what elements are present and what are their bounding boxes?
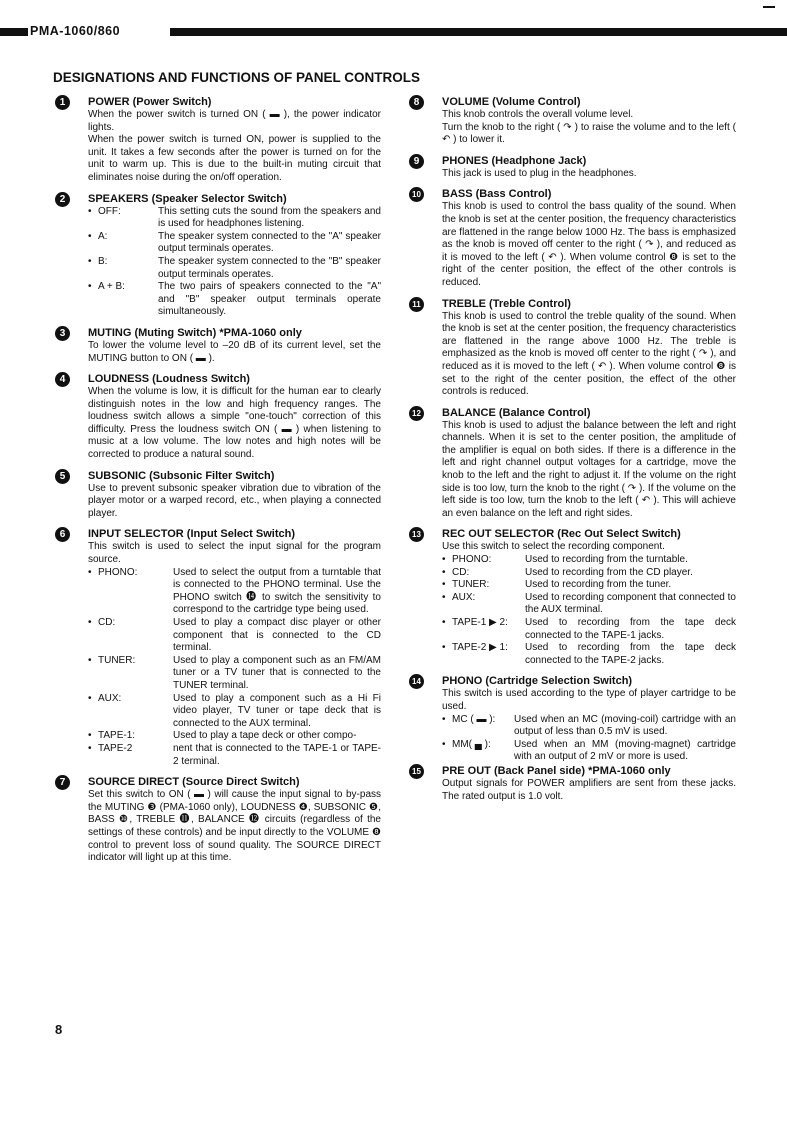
item-title: SPEAKERS (Speaker Selector Switch) [88,192,287,205]
item-title: PHONES (Headphone Jack) [442,154,587,167]
item-number-badge: 14 [409,674,424,689]
bullet-icon: • [88,730,92,742]
bullet-text: Used to recording from the CD player. [525,566,693,578]
bullet-label: OFF: [98,205,121,217]
control-item [409,764,736,803]
item-paragraph: Output signals for POWER amplifiers are sent from these jacks. The rated output is 1.0 volt. [442,777,736,802]
item-title: VOLUME (Volume Control) [442,96,581,108]
bullet-row [442,642,736,667]
control-item [409,154,736,181]
control-item [409,187,736,289]
item-number-badge: 1 [55,95,70,110]
item-number-badge: 4 [55,372,70,387]
bullet-text: The speaker system connected to the "A" speaker output terminals operates. [158,230,381,255]
control-item [55,469,381,521]
bullet-text: nent that is connected to the TAPE-1 or TAPE-2 terminal. [173,742,381,767]
item-paragraph: When the power switch is turned ON ( ▬ ), the power indicator lights. [88,109,381,133]
item-paragraph: Turn the knob to the right ( ↷ ) to raise the volume and to the left ( ↶ ) to lower it. [442,121,736,146]
page-header [0,26,787,38]
bullet-row [88,231,381,256]
bullet-label: A: [98,230,108,242]
bullet-icon: • [88,654,92,666]
bullet-label: AUX: [452,591,476,603]
item-paragraph: This knob is used to adjust the balance between the left and right channels. When it is set to the center position, the amplitude of the amplifier is equal on both sides. If there is a difference in the left and right channel output voltages for a cartridge, move the knob to the left and the right to adjust it. If the volume on the right side is too low, turn the knob to the right ( ↷ ). If the volume on the left side is too low, turn the knob to the left ( ↶ ). This will achieve an even balance on the left and right sides. [442,419,736,519]
header-title: PMA-1060/860 [30,24,121,38]
item-title: BASS (Bass Control) [442,188,552,201]
bullet-row [88,206,381,231]
bullet-icon: • [88,205,92,217]
item-title: LOUDNESS (Loudness Switch) [88,373,250,386]
bullet-text: The two pairs of speakers connected to the "A" and "B" speaker output terminals operate simultaneously. [158,281,381,318]
item-number-badge: 12 [409,406,424,421]
bullet-row [88,730,381,743]
bullet-row [88,617,381,655]
bullet-icon: • [442,554,446,566]
item-paragraph: Use to prevent subsonic speaker vibration due to vibration of the player motor or a warped record, etc., when playing a connected player. [88,482,381,519]
bullet-text: Used to select the output from a turntable that is connected to the PHONO terminal. Use the PHONO switch ⓮ to switch the sensitivity to correspond to the cartridge type being used. [173,566,381,616]
item-number-badge: 5 [55,469,70,484]
bullet-icon: • [442,566,446,578]
control-item [409,527,736,667]
bullet-icon: • [88,230,92,242]
item-paragraph: This jack is used to plug in the headphones. [442,167,637,179]
control-item [55,372,381,462]
bullet-row [442,617,736,642]
bullet-label: CD: [452,566,470,578]
right-column [409,95,736,803]
bullet-icon: • [442,591,446,603]
bullet-label: PHONO: [98,566,138,578]
control-item [409,406,736,521]
control-item [409,95,736,147]
bullet-text: Used to play a component such as an FM/AM tuner or a TV tuner that is connected to the TUNER terminal. [173,654,381,691]
bullet-icon: • [88,281,92,293]
bullet-label: TUNER: [98,654,136,666]
control-item [409,674,736,764]
bullet-row [88,256,381,281]
bullet-text: Used to recording from the turntable. [525,554,688,566]
item-title: MUTING (Muting Switch) *PMA-1060 only [88,326,302,339]
item-number-badge: 2 [55,192,70,207]
page-number: 8 [55,1022,63,1037]
bullet-icon: • [442,713,446,725]
bullet-row [442,567,736,580]
page-title: DESIGNATIONS AND FUNCTIONS OF PANEL CONTROLS [53,70,421,85]
bullet-label: TAPE-2 [98,742,133,754]
bullet-row [88,281,381,319]
item-title: POWER (Power Switch) [88,96,212,108]
bullet-icon: • [88,692,92,704]
item-number-badge: 9 [409,154,424,169]
item-number-badge: 8 [409,95,424,110]
item-number-badge: 7 [55,775,70,790]
item-paragraph: This knob is used to control the treble quality of the sound. When the knob is set at the center position, the frequency characteristics are flattened in the range above 1000 Hz. The treble is emphasized as the knob is moved off center to the right ( ↷ ), and reduced as it is moved to the left ( ↶ ). When volume control ❽ is set to the right of the center position, the effect of the other controls is reduced. [442,310,736,398]
item-paragraph: Use this switch to select the recording component. [442,541,665,553]
bullet-icon: • [442,617,446,628]
corner-mark [763,6,775,8]
bullet-row [88,693,381,731]
bullet-label: A + B: [98,281,125,293]
bullet-label: TAPE-1: [98,730,136,742]
item-number-badge: 11 [409,297,424,312]
item-title: PHONO (Cartridge Selection Switch) [442,675,633,688]
bullet-icon: • [442,642,446,654]
bullet-text: The speaker system connected to the "B" speaker output terminals operates. [158,255,381,280]
control-item [55,95,381,185]
bullet-text: Used to recording from the tape deck connected to the TAPE-2 jacks. [525,642,736,666]
bullet-label: PHONO: [452,554,492,566]
item-title: PRE OUT (Back Panel side) *PMA-1060 only [442,764,671,777]
bullet-row [442,554,736,567]
left-column [55,95,381,865]
bullet-label: CD: [98,617,116,628]
bullet-row [442,579,736,592]
bullet-row [88,743,381,768]
bullet-icon: • [442,579,446,591]
item-title: REC OUT SELECTOR (Rec Out Select Switch) [442,528,681,541]
item-paragraph: When the power switch is turned ON, power is supplied to the unit. It takes a few seconds after the power is turned on for the unit to warm up. This is due to the built-in muting circuit that eliminates noise during the on/off operation. [88,134,381,183]
bullet-text: This setting cuts the sound from the speakers and is used for headphones listening. [158,205,381,230]
item-title: SUBSONIC (Subsonic Filter Switch) [88,469,275,482]
bullet-icon: • [88,255,92,267]
bullet-label: TUNER: [452,579,490,591]
item-title: BALANCE (Balance Control) [442,406,591,419]
bullet-label: TAPE-1 ▶ 2: [452,617,508,628]
item-number-badge: 10 [409,187,424,202]
item-title: SOURCE DIRECT (Source Direct Switch) [88,776,300,789]
item-paragraph: This knob controls the overall volume level. [442,109,634,120]
bullet-row [88,567,381,617]
header-bar-right [170,28,787,36]
bullet-label: MM( ▄ ): [452,738,491,750]
bullet-row [442,714,736,739]
control-item [55,326,381,365]
header-bar-left [0,28,28,36]
bullet-label: B: [98,255,108,267]
bullet-icon: • [442,738,446,750]
item-paragraph: Set this switch to ON ( ▬ ) will cause the input signal to by-pass the MUTING ❸ (PMA-1060 only), LOUDNESS ❹, SUBSONIC ❺, BASS ❿, TREBLE ⓫, BALANCE ⓬ circuits (regardless of the settings of these controls) and be input directly to the VOLUME ❽ control to prevent loss of sound quality. The SOURCE DIRECT indicator will light up at this time. [88,789,381,864]
item-number-badge: 15 [409,764,424,779]
item-number-badge: 13 [409,527,424,542]
bullet-icon: • [88,742,92,754]
item-number-badge: 6 [55,527,70,542]
control-item [55,775,381,865]
bullet-text: Used to play a component such as a Hi Fi video player, TV tuner or tape deck that is connected to the AUX terminal. [173,692,381,729]
bullet-icon: • [88,566,92,578]
control-item [55,527,381,768]
control-item [409,297,736,399]
item-paragraph: When the volume is low, it is difficult for the human ear to clearly distinguish notes in the low and high frequency ranges. The loudness switch allows a simple "one-touch" correction of this difficulty. Press the loudness switch ON ( ▬ ) when listening to music at a low volume. The low notes and high notes will be corrected to produce a natural sound. [88,386,381,461]
bullet-text: Used when an MC (moving-coil) cartridge with an output of less than 0.5 mV is used. [514,713,736,738]
bullet-text: Used when an MM (moving-magnet) cartridge with an output of 2 mV or more is used. [514,738,736,763]
bullet-text: Used to play a tape deck or other compo- [173,730,357,742]
item-paragraph: This switch is used to select the input signal for the program source. [88,541,381,566]
bullet-text: Used to recording from the tuner. [525,579,672,591]
bullet-text: Used to recording component that connected to the AUX terminal. [525,591,736,616]
item-number-badge: 3 [55,326,70,341]
bullet-label: AUX: [98,692,122,704]
bullet-icon: • [88,617,92,628]
item-paragraph: To lower the volume level to –20 dB of its current level, set the MUTING button to ON ( ▬ ). [88,339,381,364]
bullet-row [442,739,736,764]
item-title: TREBLE (Treble Control) [442,297,571,310]
bullet-row [442,592,736,617]
bullet-row [88,655,381,693]
bullet-label: MC ( ▬ ): [452,713,496,725]
item-title: INPUT SELECTOR (Input Select Switch) [88,528,295,541]
item-paragraph: This knob is used to control the bass quality of the sound. When the knob is set at the center position, the frequency characteristics are flattened in the range below 1000 Hz. The bass is emphasized as the knob is moved off center to the right ( ↷ ), and reduced as it is moved to the left ( ↶ ). When volume control ❽ is set to the right of the center position, the effect of the other controls is reduced. [442,201,736,288]
control-item [55,192,381,319]
bullet-text: Used to play a compact disc player or other component that is connected to the CD terminal. [173,617,381,654]
item-paragraph: This switch is used according to the type of player cartridge to be used. [442,688,736,712]
bullet-text: Used to recording from the tape deck connected to the TAPE-1 jacks. [525,617,736,641]
bullet-label: TAPE-2 ▶ 1: [452,642,508,654]
